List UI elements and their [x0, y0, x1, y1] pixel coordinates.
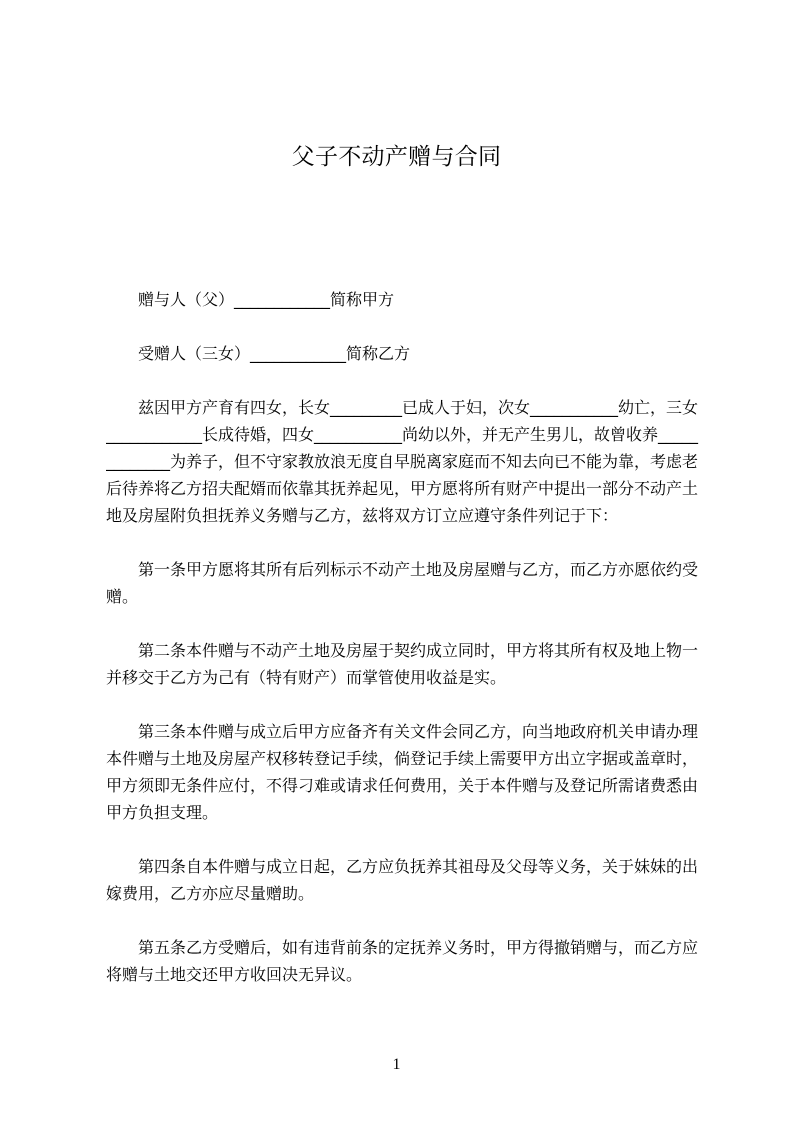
donor-line: 赠与人（父）____________简称甲方: [138, 290, 395, 309]
recital-line: 兹因甲方产育有四女，长女_________已成人于妇，次女___________幼亡，三女: [138, 398, 699, 417]
article-line: 甲方负担支理。: [106, 803, 219, 822]
recital-line: 后待养将乙方招夫配婿而依靠其抚养起见，甲方愿将所有财产中提出一部分不动产土: [106, 479, 699, 498]
article-line: 本件赠与土地及房屋产权移转登记手续，倘登记手续上需要甲方出立字据或盖章时，: [106, 749, 699, 768]
article-line: 第四条自本件赠与成立日起，乙方应负抚养其祖母及父母等义务，关于妹妹的出: [138, 857, 699, 876]
recital-line: ____________长成待婚，四女___________尚幼以外，并无产生男儿，故曾收养_____: [106, 425, 699, 444]
article-line: 赠。: [106, 587, 139, 606]
article-3-paragraph: [106, 718, 706, 826]
article-4-paragraph: [106, 853, 706, 907]
article-line: 第二条本件赠与不动产土地及房屋于契约成立同时，甲方将其所有权及地上物一: [138, 641, 699, 660]
donor-paragraph: [106, 286, 706, 313]
donee-paragraph: [106, 340, 706, 367]
article-line: 第一条甲方愿将其所有后列标示不动产土地及房屋赠与乙方，而乙方亦愿依约受: [138, 560, 699, 579]
recital-line: 地及房屋附负担抚养义务赠与乙方，兹将双方订立应遵守条件列记于下：: [106, 506, 619, 525]
article-1-paragraph: [106, 556, 706, 610]
article-line: 第五条乙方受赠后，如有违背前条的定抚养义务时，甲方得撤销赠与，而乙方应: [138, 938, 699, 957]
article-line: 第三条本件赠与成立后甲方应备齐有关文件会同乙方，向当地政府机关申请办理: [138, 722, 699, 741]
page-number: 1: [392, 1056, 401, 1073]
article-line: 并移交于乙方为己有（特有财产）而掌管使用收益是实。: [106, 668, 507, 687]
document-body: [106, 286, 706, 1015]
article-5-paragraph: [106, 934, 706, 988]
article-2-paragraph: [106, 637, 706, 691]
recital-line: ________为养子，但不守家教放浪无度自早脱离家庭而不知去向已不能为靠，考虑老: [106, 452, 699, 471]
document-title: 父子不动产赠与合同: [291, 144, 502, 170]
recital-paragraph: [106, 394, 706, 529]
donee-line: 受赠人（三女）____________简称乙方: [138, 344, 411, 363]
article-line: 将赠与土地交还甲方收回决无异议。: [106, 965, 363, 984]
article-line: 甲方须即无条件应付，不得刁难或请求任何费用，关于本件赠与及登记所需诸费悉由: [106, 776, 699, 795]
article-line: 嫁费用，乙方亦应尽量赠助。: [106, 884, 315, 903]
